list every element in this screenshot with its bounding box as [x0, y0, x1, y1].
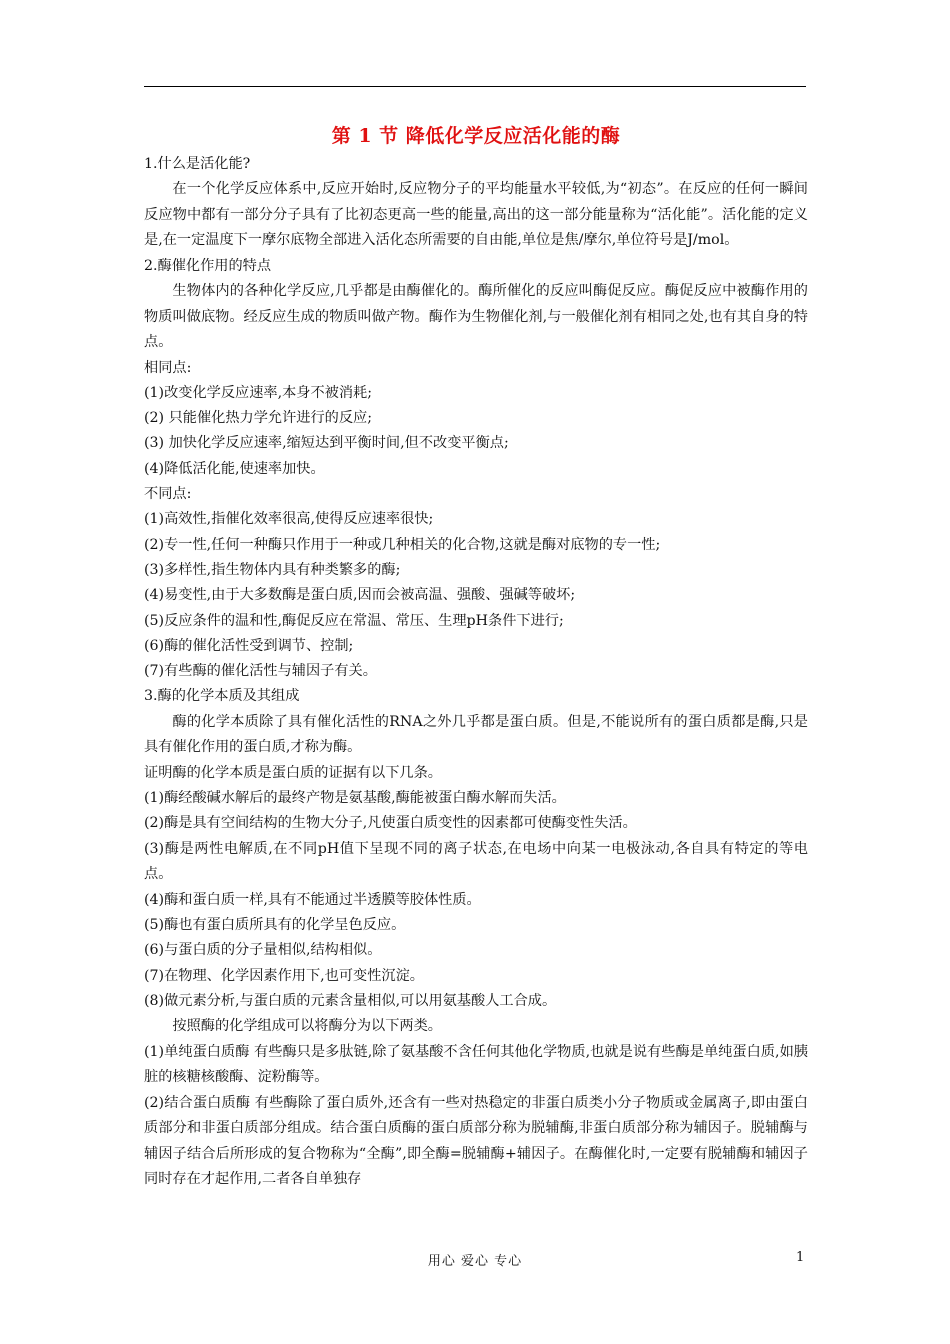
list-item: (4)易变性,由于大多数酶是蛋白质,因而会被高温、强酸、强碱等破坏;: [144, 587, 576, 604]
list-item: (2) 只能催化热力学允许进行的反应;: [144, 410, 373, 427]
list-item: (1)酶经酸碱水解后的最终产物是氨基酸,酶能被蛋白酶水解而失活。: [144, 790, 566, 807]
section-heading: 2.酶催化作用的特点: [144, 257, 272, 274]
paragraph: 生物体内的各种化学反应,几乎都是由酶催化的。酶所催化的反应叫酶促反应。酶促反应中被酶作用的物质叫做底物。经反应生成的物质叫做产物。酶作为生物催化剂,与一般催化剂有相同之处,也有其自身的特点。: [144, 283, 808, 351]
paragraph: 证明酶的化学本质是蛋白质的证据有以下几条。: [144, 764, 442, 781]
subheading: 相同点:: [144, 359, 192, 376]
section-heading: 1.什么是活化能?: [144, 156, 251, 172]
list-item: (4)降低活化能,使速率加快。: [144, 460, 325, 477]
section-heading: 3.酶的化学本质及其组成: [144, 688, 300, 705]
list-item: (5)反应条件的温和性,酶促反应在常温、常压、生理pH条件下进行;: [144, 612, 564, 629]
list-item: (5)酶也有蛋白质所具有的化学呈色反应。: [144, 916, 406, 933]
list-item: (7)有些酶的催化活性与辅因子有关。: [144, 663, 377, 680]
footer-motto: 用心 爱心 专心: [427, 1254, 523, 1269]
list-item: (1)改变化学反应速率,本身不被消耗;: [144, 384, 373, 401]
list-item: (4)酶和蛋白质一样,具有不能通过半透膜等胶体性质。: [144, 891, 481, 908]
list-item: (1)高效性,指催化效率很高,使得反应速率很快;: [144, 511, 434, 528]
subheading: 不同点:: [144, 486, 192, 503]
paragraph: (1)单纯蛋白质酶 有些酶只是多肽链,除了氨基酸不含任何其他化学物质,也就是说有些酶是单纯蛋白质,如胰脏的核糖核酸酶、淀粉酶等。: [144, 1043, 808, 1086]
list-item: (7)在物理、化学因素作用下,也可变性沉淀。: [144, 967, 424, 984]
document-body: [144, 118, 808, 1193]
paragraph: (2)结合蛋白质酶 有些酶除了蛋白质外,还含有一些对热稳定的非蛋白质类小分子物质或金属离子,即由蛋白质部分和非蛋白质部分组成。结合蛋白质酶的蛋白质部分称为脱辅酶,非蛋白质部分称为辅因子。脱辅酶与辅因子结合后所形成的复合物称为“全酶”,即全酶=脱辅酶+辅因子。在酶催化时,一定要有脱辅酶和辅因子同时存在才起作用,二者各自单独存: [144, 1094, 808, 1188]
list-item: (2)专一性,任何一种酶只作用于一种或几种相关的化合物,这就是酶对底物的专一性;: [144, 536, 661, 553]
list-item: (8)做元素分析,与蛋白质的元素含量相似,可以用氨基酸人工合成。: [144, 992, 557, 1009]
list-item: (2)酶是具有空间结构的生物大分子,凡使蛋白质变性的因素都可使酶变性失活。: [144, 815, 637, 832]
paragraph: 按照酶的化学组成可以将酶分为以下两类。: [172, 1018, 442, 1035]
page-number: 1: [796, 1250, 805, 1265]
list-item: (6)与蛋白质的分子量相似,结构相似。: [144, 942, 382, 959]
paragraph: 在一个化学反应体系中,反应开始时,反应物分子的平均能量水平较低,为“初态”。在反应的任何一瞬间反应物中都有一部分分子具有了比初态更高一些的能量,高出的这一部分能量称为“活化能”。活化能的定义是,在一定温度下一摩尔底物全部进入活化态所需要的自由能,单位是焦/摩尔,单位符号是J/mol。: [144, 181, 808, 249]
header-rule: [144, 86, 806, 87]
paragraph: 酶的化学本质除了具有催化活性的RNA之外几乎都是蛋白质。但是,不能说所有的蛋白质都是酶,只是具有催化作用的蛋白质,才称为酶。: [144, 713, 808, 756]
list-item: (3) 加快化学反应速率,缩短达到平衡时间,但不改变平衡点;: [144, 435, 509, 452]
page-title: 第 1 节 降低化学反应活化能的酶: [331, 125, 621, 147]
list-item: (3)酶是两性电解质,在不同pH值下呈现不同的离子状态,在电场中向某一电极泳动,各自具有特定的等电点。: [144, 840, 808, 883]
list-item: (6)酶的催化活性受到调节、控制;: [144, 637, 354, 654]
list-item: (3)多样性,指生物体内具有种类繁多的酶;: [144, 561, 401, 578]
